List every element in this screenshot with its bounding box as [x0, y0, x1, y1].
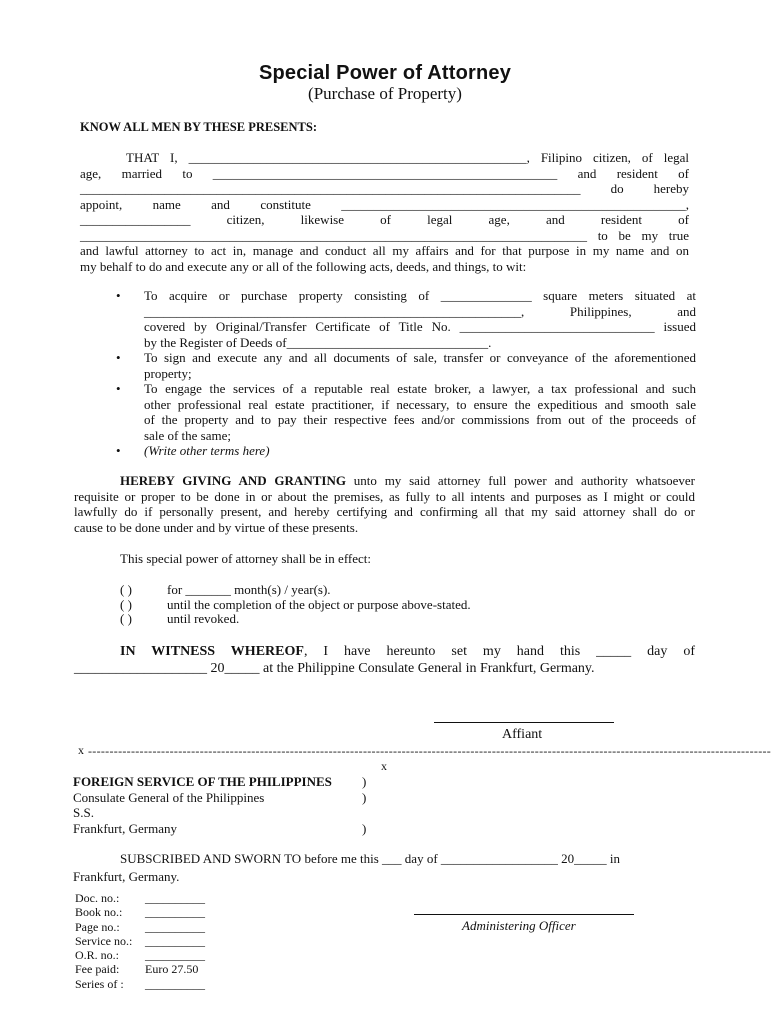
registry-row [75, 948, 205, 962]
paragraph-line: appoint, name and constitute _____________________________________________________, [80, 196, 689, 212]
registry-blank: __________ [145, 976, 205, 991]
venue-line: Frankfurt, Germany [73, 820, 177, 836]
separator-dashes: --------------------------------------------------------------------------------------------------------------------------------------------------------------- [88, 744, 771, 758]
option-checkbox[interactable]: ( ) [120, 582, 132, 597]
bullet-icon: • [116, 443, 121, 458]
option-label: until revoked. [167, 611, 240, 626]
paragraph-line: THAT I, ____________________________________________________, Filipino citizen, of legal [126, 150, 689, 165]
jurat-line: SUBSCRIBED AND SWORN TO before me this ___ day of __________________ 20_____ in [120, 851, 621, 866]
venue-line: FOREIGN SERVICE OF THE PHILIPPINES [73, 774, 332, 789]
effect-options [120, 583, 471, 627]
document-title: Special Power of Attorney [258, 62, 512, 84]
registry-label: Doc. no.: [75, 891, 120, 905]
list-line: __________________________________________________________, Philippines, and [144, 303, 696, 319]
option-checkbox[interactable]: ( ) [120, 611, 132, 626]
registry-row [75, 977, 205, 991]
list-item [116, 350, 696, 381]
registry-blank: __________ [145, 919, 205, 934]
paragraph-line: ______________________________________________________________________________ to be my true [80, 227, 689, 243]
list-line: covered by Original/Transfer Certificate of Title No. ______________________________ issued [144, 319, 696, 334]
registry-blank: __________ [145, 905, 205, 920]
granting-bold: HEREBY GIVING AND GRANTING [120, 473, 346, 488]
registry-label: Series of : [75, 976, 124, 991]
registry-label: Book no.: [75, 905, 123, 920]
paragraph-line: ___________________ 20_____ at the Philippine Consulate General in Frankfurt, Germany. [74, 660, 595, 676]
registry-blank: __________ [145, 948, 205, 963]
registry-row [75, 962, 205, 976]
registry-label: Service no.: [75, 933, 133, 948]
registry-row [75, 934, 205, 948]
know-all-heading: KNOW ALL MEN BY THESE PRESENTS: [80, 120, 317, 134]
witness-paragraph [74, 644, 695, 677]
witness-bold: IN WITNESS WHEREOF [120, 644, 304, 659]
granting-rest: unto my said attorney full power and authority whatsoever [345, 473, 696, 488]
registry-label: Page no.: [75, 919, 120, 934]
paragraph-line [74, 644, 695, 661]
option-label: for _______ month(s) / year(s). [167, 582, 331, 597]
effect-option [120, 598, 471, 613]
separator-x-left: x [78, 743, 84, 757]
venue-line: Consulate General of the Philippines [73, 789, 265, 805]
appointment-paragraph [80, 150, 689, 274]
affiant-signature-line [434, 722, 614, 723]
registry-list [75, 891, 205, 991]
list-item [116, 443, 696, 459]
officer-label: Administering Officer [462, 918, 576, 933]
paragraph-line: my behalf to do and execute any or all of the following acts, deeds, and things, to wit: [80, 258, 527, 274]
effect-option [120, 612, 471, 627]
list-line: other professional real estate practitioner, if necessary, to ensure the expeditious and smooth sale [144, 396, 696, 412]
venue-line: S.S. [73, 805, 94, 820]
list-item [116, 288, 696, 350]
registry-row [75, 905, 205, 919]
registry-row [75, 891, 205, 905]
list-line: of the property and to pay their respective fees and/or commissions from out of the proceeds of [144, 412, 696, 427]
list-line: sale of the same; [144, 427, 231, 443]
venue-paren: ) [362, 790, 367, 805]
effect-heading: This special power of attorney shall be in effect: [120, 551, 372, 566]
affiant-label: Affiant [502, 727, 543, 742]
list-line: by the Register of Deeds of_______________________________. [144, 334, 492, 350]
option-checkbox[interactable]: ( ) [120, 596, 132, 612]
paragraph-line [74, 473, 695, 489]
bullet-icon: • [116, 288, 121, 303]
document-subtitle: (Purchase of Property) [308, 84, 462, 103]
registry-blank: __________ [145, 891, 205, 905]
paragraph-line: lawfully do if personally present, and hereby certifying and confirming all that my said attorney shall do or [74, 504, 695, 519]
list-line: property; [144, 365, 192, 381]
list-item [116, 381, 696, 443]
venue-paren: ) [362, 821, 367, 836]
paragraph-line: _____________________________________________________________________________ do hereby [80, 181, 689, 196]
paragraph-line: _________________ citizen, likewise of legal age, and resident of [80, 212, 689, 227]
bullet-icon: • [116, 350, 121, 365]
fee-value: Euro 27.50 [145, 962, 199, 977]
witness-rest: , I have hereunto set my hand this _____ day of [303, 644, 696, 659]
powers-list [116, 288, 696, 459]
option-label: until the completion of the object or purpose above-stated. [167, 596, 471, 612]
venue-paren: ) [362, 774, 367, 789]
list-line: To sign and execute any and all documents of sale, transfer or conveyance of the aforementioned [144, 350, 696, 365]
jurat-line: Frankfurt, Germany. [73, 869, 180, 884]
paragraph-line: cause to be done under and by virtue of these presents. [74, 519, 359, 535]
registry-label: Fee paid: [75, 962, 120, 977]
registry-label: O.R. no.: [75, 948, 120, 963]
separator-x-center: x [381, 759, 387, 773]
registry-row [75, 920, 205, 934]
paragraph-line: age, married to _____________________________________________________ and resident of [80, 165, 689, 181]
list-line: To engage the services of a reputable real estate broker, a lawyer, a tax professional and such [144, 381, 696, 396]
paragraph-line: requisite or proper to be done in or about the premises, as fully to all intents and purposes as I might or could [74, 488, 695, 504]
officer-signature-line [414, 914, 634, 915]
granting-paragraph [74, 473, 695, 535]
list-line: To acquire or purchase property consisting of ______________ square meters situated at [144, 288, 696, 303]
bullet-icon: • [116, 381, 121, 396]
effect-option [120, 583, 471, 598]
registry-blank: __________ [145, 933, 205, 948]
other-terms-placeholder: (Write other terms here) [144, 443, 270, 458]
venue-block [73, 774, 332, 836]
paragraph-line: and lawful attorney to act in, manage and conduct all my affairs and for that purpose in my name and on [80, 243, 689, 258]
